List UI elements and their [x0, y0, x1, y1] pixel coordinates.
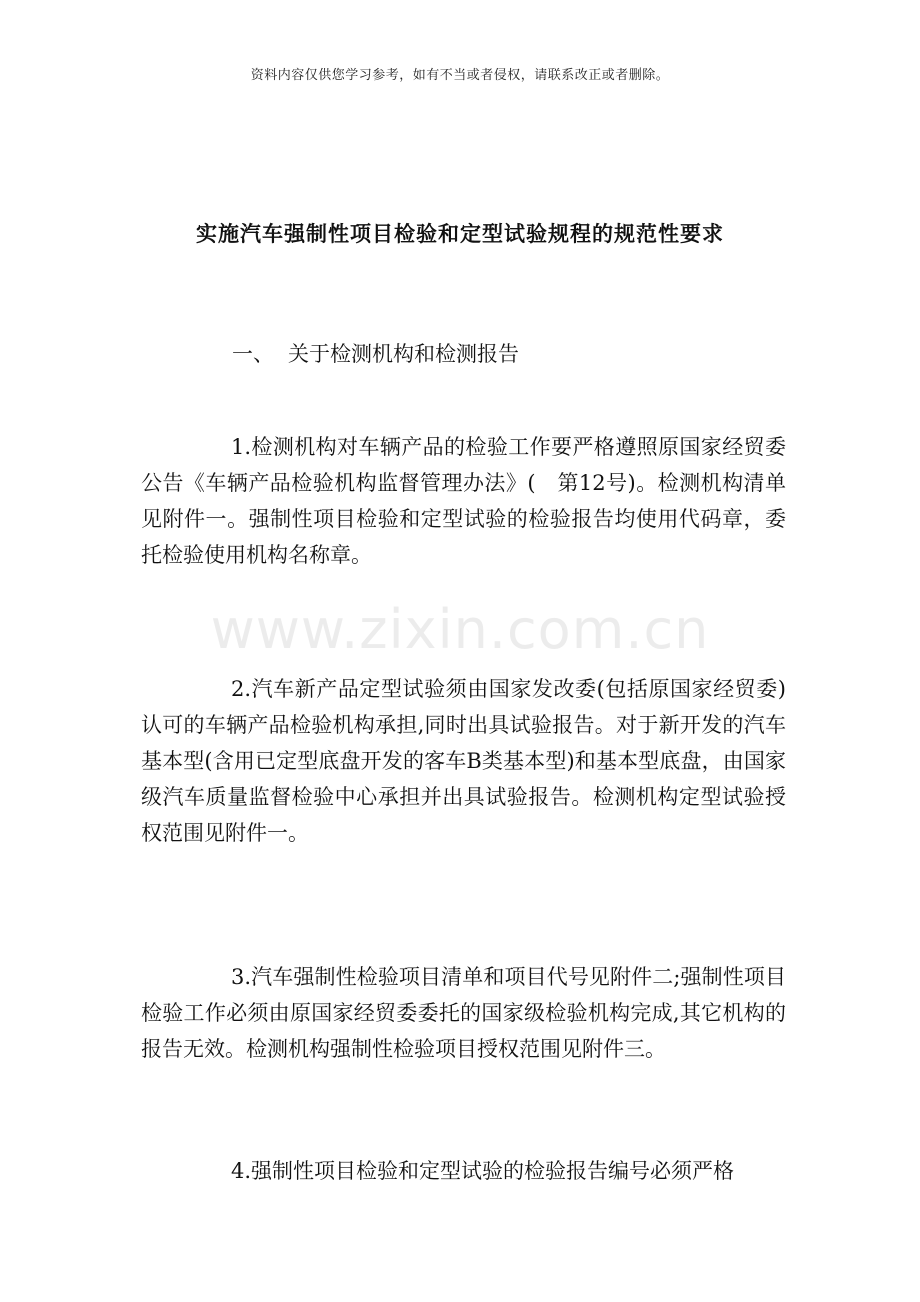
watermark: www.zixin.com.cn	[210, 598, 710, 661]
paragraph-3: 3.汽车强制性检验项目清单和项目代号见附件二;强制性项目检验工作必须由原国家经贸委委托的国家级检验机构完成,其它机构的报告无效。检测机构强制性检验项目授权范围见附件三。	[141, 965, 786, 1061]
section-heading-1	[232, 338, 519, 368]
paragraph-2: 2.汽车新产品定型试验须由国家发改委(包括原国家经贸委)认可的车辆产品检验机构承担,同时出具试验报告。对于新开发的汽车基本型(含用已定型底盘开发的客车B类基本型)和基本型底盘，由国家级汽车质量监督检验中心承担并出具试验报告。检测机构定型试验授权范围见附件一。	[141, 677, 786, 845]
disclaimer-header: 资料内容仅供您学习参考，如有不当或者侵权，请联系改正或者删除。	[250, 68, 670, 83]
section-number: 一、	[232, 342, 274, 366]
paragraph-1: 1.检测机构对车辆产品的检验工作要严格遵照原国家经贸委公告《车辆产品检验机构监督管理办法》( 第12号)。检测机构清单见附件一。强制性项目检验和定型试验的检验报告均使用代码章，委托检验使用机构名称章。	[141, 435, 786, 567]
document-title: 实施汽车强制性项目检验和定型试验规程的规范性要求	[196, 221, 724, 246]
paragraph-4: 4.强制性项目检验和定型试验的检验报告编号必须严格	[231, 1159, 735, 1183]
section-heading-text: 关于检测机构和检测报告	[288, 342, 519, 366]
